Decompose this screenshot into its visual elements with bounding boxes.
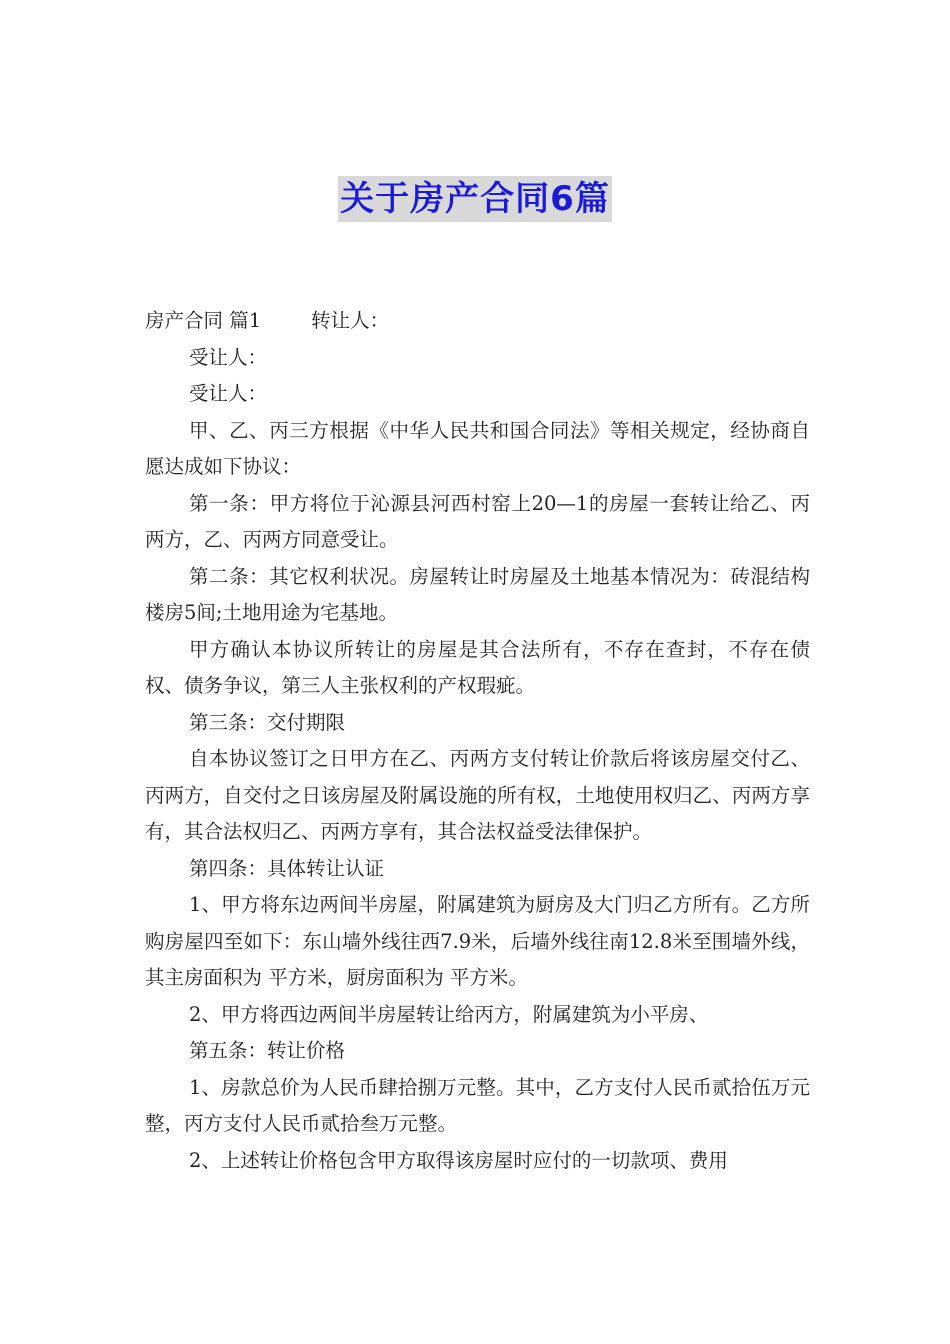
paragraph: 甲方确认本协议所转让的房屋是其合法所有，不存在查封，不存在债权、债务争议，第三人主张权利的产权瑕疵。 (145, 637, 810, 697)
heading-prefix: 房产合同 篇1 (145, 309, 262, 332)
paragraph: 第三条：交付期限 (189, 710, 346, 734)
paragraph: 甲、乙、丙三方根据《中华人民共和国合同法》等相关规定，经协商自愿达成如下协议： (145, 418, 810, 478)
paragraph: 第一条：甲方将位于沁源县河西村窑上20—1的房屋一套转让给乙、丙两方，乙、丙两方同意受让。 (145, 491, 810, 551)
document-body (145, 303, 810, 1179)
paragraph: 2、甲方将西边两间半房屋转让给丙方，附属建筑为小平房、 (189, 1002, 709, 1026)
paragraph: 受让人： (189, 382, 268, 405)
paragraph: 第二条：其它权利状况。房屋转让时房屋及土地基本情况为：砖混结构楼房5间;土地用途为宅基地。 (145, 564, 810, 624)
title-container (0, 176, 950, 222)
paragraph: 1、甲方将东边两间半房屋，附属建筑为厨房及大门归乙方所有。乙方所购房屋四至如下：东山墙外线往西7.9米，后墙外线往南12.8米至围墙外线，其主房面积为 平方米，厨房面积为 平方米。 (145, 893, 810, 989)
heading-rest: 转让人： (311, 309, 390, 332)
heading-line (145, 303, 810, 340)
paragraph: 第四条：具体转让认证 (189, 856, 385, 880)
paragraph: 自本协议签订之日甲方在乙、丙两方支付转让价款后将该房屋交付乙、丙两方，自交付之日该房屋及附属设施的所有权，土地使用权归乙、丙两方享有，其合法权归乙、丙两方享有，其合法权益受法律保护。 (145, 747, 810, 843)
paragraph: 第五条：转让价格 (189, 1039, 346, 1062)
paragraph: 受让人： (189, 345, 268, 369)
paragraph: 2、上述转让价格包含甲方取得该房屋时应付的一切款项、费用 (189, 1148, 728, 1172)
paragraph: 1、房款总价为人民币肆拾捌万元整。其中，乙方支付人民币贰拾伍万元整，丙方支付人民币贰拾叁万元整。 (145, 1075, 810, 1135)
document-title: 关于房产合同6篇 (338, 176, 612, 222)
